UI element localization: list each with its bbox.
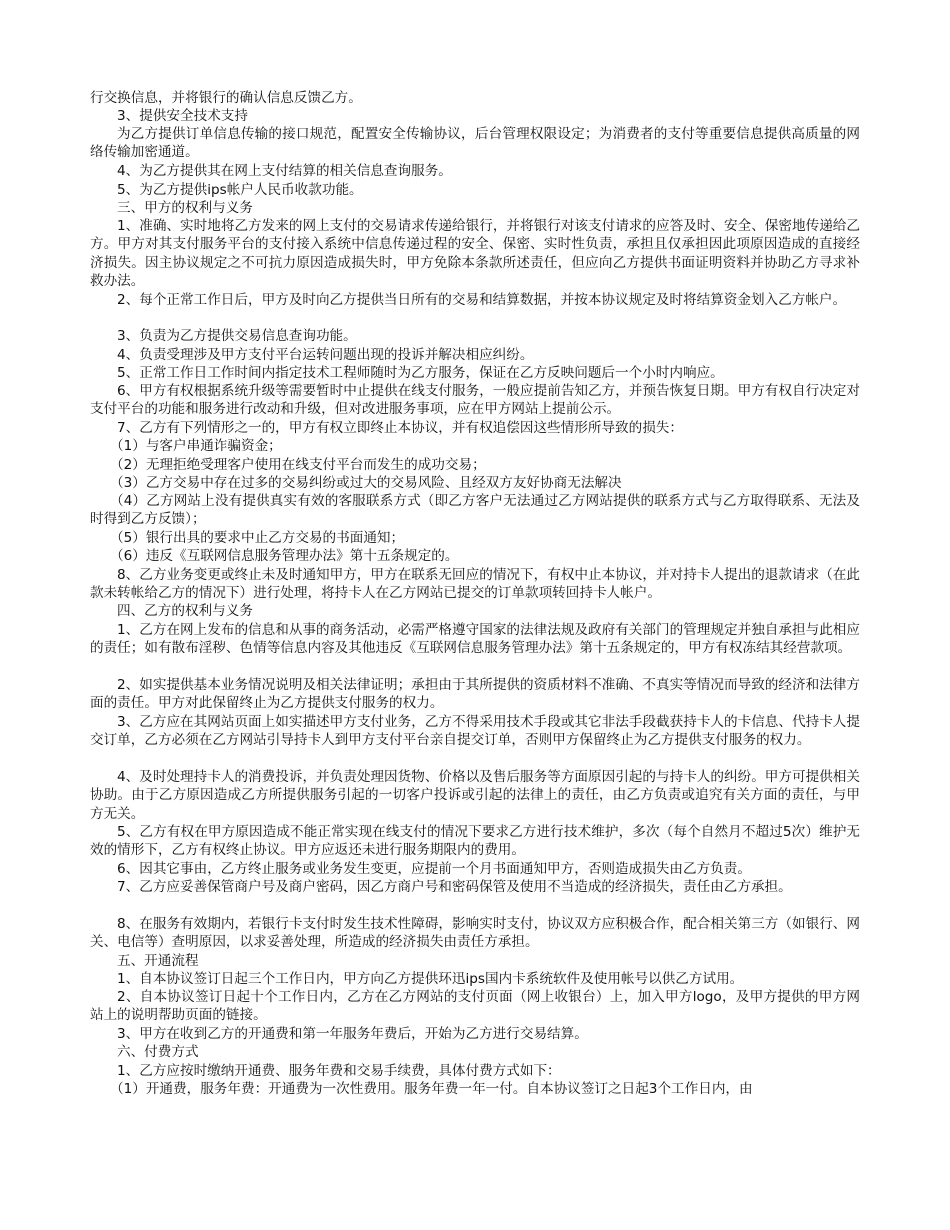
list-item: 1、乙方在网上发布的信息和从事的商务活动，必需严格遵守国家的法律法规及政府有关部门的管理规定并独自承担与此相应的责任；如有散布淫秽、色情等信息内容及其他违反《互联网信息服务管理办法》第十五条规定的，甲方有权冻结其经营款项。 bbox=[90, 622, 860, 657]
section-heading: 五、开通流程 bbox=[117, 953, 199, 969]
sub-list-item: （6）违反《互联网信息服务管理办法》第十五条规定的。 bbox=[110, 548, 459, 564]
list-item: 2、自本协议签订日起十个工作日内，乙方在乙方网站的支付页面（网上收银台）上，加入甲方logo，及甲方提供的甲方网站上的说明帮助页面的链接。 bbox=[90, 989, 860, 1024]
section-heading: 六、付费方式 bbox=[117, 1044, 199, 1060]
list-item: 4、及时处理持卡人的消费投诉，并负责处理因货物、价格以及售后服务等方面原因引起的与持卡人的纠纷。甲方可提供相关协助。由于乙方原因造成乙方所提供服务引起的一切客户投诉或引起的法律上的责任，由乙方负责或追究有关方面的责任，与甲方无关。 bbox=[90, 769, 860, 822]
list-item: 6、因其它事由，乙方终止服务或业务发生变更，应提前一个月书面通知甲方，否则造成损失由乙方负责。 bbox=[117, 861, 751, 877]
sub-list-item: （5）银行出具的要求中止乙方交易的书面通知； bbox=[110, 530, 405, 546]
list-item: 8、乙方业务变更或终止未及时通知甲方，甲方在联系无回应的情况下，有权中止本协议，并对持卡人提出的退款请求（在此款未转帐给乙方的情况下）进行处理，将持卡人在乙方网站已提交的订单款项转回持卡人帐户。 bbox=[90, 567, 860, 602]
list-item: 3、负责为乙方提供交易信息查询功能。 bbox=[117, 328, 357, 344]
sub-list-item: （1）开通费，服务年费：开通费为一次性费用。服务年费一年一付。自本协议签订之日起3个工作日内，由 bbox=[110, 1081, 753, 1097]
sub-list-item: （3）乙方交易中存在过多的交易纠纷或过大的交易风险、且经双方友好协商无法解决 bbox=[110, 475, 622, 491]
paragraph-continuation: 行交换信息，并将银行的确认信息反馈乙方。 bbox=[90, 90, 362, 106]
list-item: 3、乙方应在其网站页面上如实描述甲方支付业务，乙方不得采用技术手段或其它非法手段截获持卡人的卡信息、代持卡人提交订单，乙方必须在乙方网站引导持卡人到甲方支付平台亲自提交订单，否则甲方保留终止为乙方提供支付服务的权力。 bbox=[90, 714, 860, 749]
list-item: 6、甲方有权根据系统升级等需要暂时中止提供在线支付服务，一般应提前告知乙方，并预告恢复日期。甲方有权自行决定对支付平台的功能和服务进行改动和升级，但对改进服务事项，应在甲方网站上提前公示。 bbox=[90, 383, 860, 418]
section-heading: 三、甲方的权利与义务 bbox=[117, 200, 253, 216]
sub-list-item: （4）乙方网站上没有提供真实有效的客服联系方式（即乙方客户无法通过乙方网站提供的联系方式与乙方取得联系、无法及时得到乙方反馈）； bbox=[90, 493, 860, 528]
list-item: 7、乙方应妥善保管商户号及商户密码，因乙方商户号和密码保管及使用不当造成的经济损失，责任由乙方承担。 bbox=[117, 879, 792, 895]
list-item: 1、准确、实时地将乙方发来的网上支付的交易请求传递给银行，并将银行对该支付请求的应答及时、安全、保密地传递给乙方。甲方对其支付服务平台的支付接入系统中信息传递过程的安全、保密、实时性负责，承担且仅承担因此项原因造成的直接经济损失。因主协议规定之不可抗力原因造成损失时，甲方免除本条款所述责任，但应向乙方提供书面证明资料并协助乙方寻求补救办法。 bbox=[90, 218, 860, 289]
sub-list-item: （1）与客户串通诈骗资金； bbox=[110, 438, 282, 454]
list-item: 5、为乙方提供ips帐户人民币收款功能。 bbox=[117, 182, 363, 198]
list-item: 2、每个正常工作日后，甲方及时向乙方提供当日所有的交易和结算数据，并按本协议规定及时将结算资金划入乙方帐户。 bbox=[117, 292, 847, 308]
list-item: 8、在服务有效期内，若银行卡支付时发生技术性障碍，影响实时支付，协议双方应积极合作，配合相关第三方（如银行、网关、电信等）查明原因，以求妥善处理，所造成的经济损失由责任方承担。 bbox=[90, 916, 860, 951]
list-item: 2、如实提供基本业务情况说明及相关法律证明；承担由于其所提供的资质材料不准确、不真实等情况而导致的经济和法律方面的责任。甲方对此保留终止为乙方提供支付服务的权力。 bbox=[90, 677, 860, 712]
list-item: 1、乙方应按时缴纳开通费、服务年费和交易手续费，具体付费方式如下： bbox=[117, 1063, 561, 1079]
list-item: 3、提供安全技术支持 bbox=[117, 108, 248, 124]
list-item: 5、乙方有权在甲方原因造成不能正常实现在线支付的情况下要求乙方进行技术维护，多次（每个自然月不超过5次）维护无效的情形下，乙方有权终止协议。甲方应返还未进行服务期限内的费用。 bbox=[90, 824, 860, 859]
list-item: 4、负责受理涉及甲方支付平台运转问题出现的投诉并解决相应纠纷。 bbox=[117, 347, 534, 363]
list-item: 4、为乙方提供其在网上支付结算的相关信息查询服务。 bbox=[117, 163, 452, 179]
list-item: 5、正常工作日工作时间内指定技术工程师随时为乙方服务，保证在乙方反映问题后一个小时内响应。 bbox=[117, 365, 724, 381]
list-item: 7、乙方有下列情形之一的，甲方有权立即终止本协议，并有权追偿因这些情形所导致的损失： bbox=[117, 420, 683, 436]
list-item: 3、甲方在收到乙方的开通费和第一年服务年费后，开始为乙方进行交易结算。 bbox=[117, 1026, 588, 1042]
list-item: 1、自本协议签订日起三个工作日内，甲方向乙方提供环迅ips国内卡系统软件及使用帐号以供乙方试用。 bbox=[117, 971, 744, 987]
sub-list-item: （2）无理拒绝受理客户使用在线支付平台而发生的成功交易； bbox=[110, 457, 486, 473]
paragraph: 为乙方提供订单信息传输的接口规范，配置安全传输协议，后台管理权限设定；为消费者的支付等重要信息提供高质量的网络传输加密通道。 bbox=[90, 126, 860, 161]
section-heading: 四、乙方的权利与义务 bbox=[117, 603, 253, 619]
